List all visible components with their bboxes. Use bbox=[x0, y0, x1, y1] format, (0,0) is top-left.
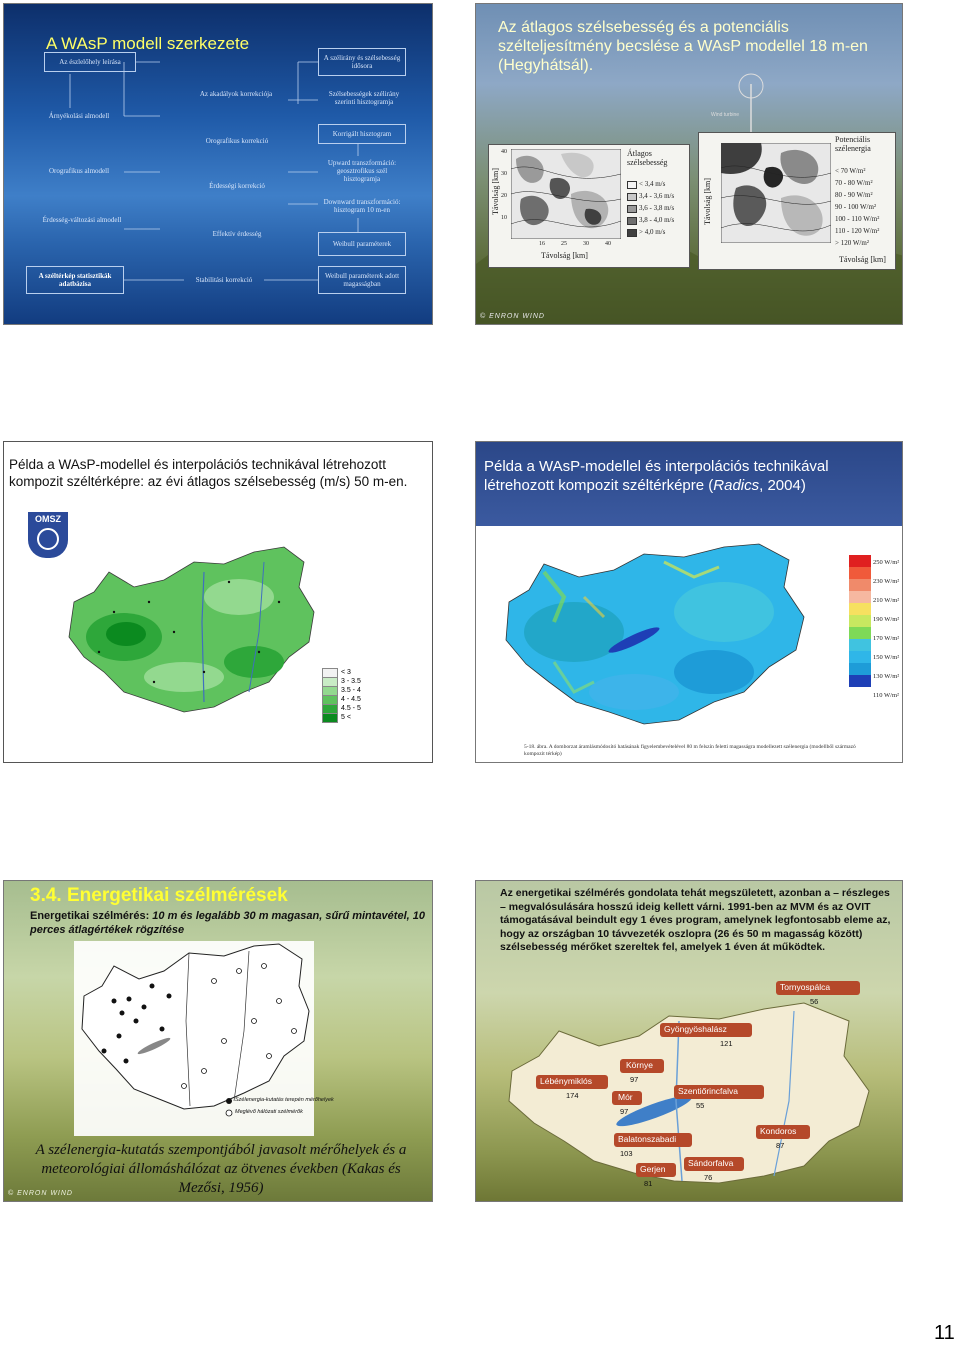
site-value: 55 bbox=[696, 1101, 705, 1110]
slide-title: A WAsP modell szerkezete bbox=[46, 34, 250, 53]
legend-title: Potenciális szélenergia bbox=[835, 135, 871, 153]
site-name: Kondoros bbox=[760, 1126, 797, 1136]
label-orographic-model: Orografikus almodell bbox=[48, 167, 110, 175]
x-tick-1: 16 bbox=[539, 241, 545, 247]
site-name: Balatonszabadi bbox=[618, 1134, 677, 1144]
x-axis-label: Távolság [km] bbox=[839, 255, 886, 264]
title-year: , 2004) bbox=[759, 477, 806, 494]
scale-step bbox=[849, 615, 871, 627]
site-name: Gerjen bbox=[640, 1164, 666, 1174]
site-value: 174 bbox=[566, 1091, 579, 1100]
scale-label: 190 W/m² bbox=[873, 616, 900, 623]
page-number: 11 bbox=[934, 1322, 955, 1344]
label-roughness-model: Érdesség-változási almodell bbox=[42, 216, 122, 224]
slide-title: 3.4. Energetikai szélmérések bbox=[30, 885, 288, 906]
legend-research-sites: Szélenergia-kutatás terepén mérőhelyek bbox=[235, 1097, 334, 1103]
legend-swatch-2 bbox=[627, 193, 637, 201]
site-value: 97 bbox=[620, 1107, 629, 1116]
legend-label: 4 - 4.5 bbox=[341, 696, 361, 703]
x-tick-3: 30 bbox=[583, 241, 589, 247]
legend-item-4: 3,8 - 4,0 m/s bbox=[639, 216, 675, 224]
legend-swatch-3 bbox=[627, 205, 637, 213]
site-value: 121 bbox=[720, 1039, 733, 1048]
slide-title: Az átlagos szélsebesség és a potenciális szélteljesítmény becslése a WAsP modellel 18 m-en (Hegyhátsál). bbox=[498, 19, 868, 74]
slide-composite-speed-map bbox=[3, 441, 433, 763]
legend-item-2: 70 - 80 W/m² bbox=[835, 179, 873, 187]
y-tick-1: 40 bbox=[501, 149, 507, 155]
scale-step bbox=[849, 639, 871, 651]
y-axis-label: Távolság [km] bbox=[491, 168, 500, 215]
map-caption: A szélenergia-kutatás szempontjából javasolt mérőhelyek és a meteorológiai állomáshálózat az ötvenes években (Kakas és Mezősi, 1956) bbox=[35, 1142, 407, 1196]
label-speed-histogram: Szélsebességek szélirány szerinti hisztogramja bbox=[328, 90, 400, 107]
scale-step bbox=[849, 603, 871, 615]
figure-caption: 5-18. ábra. A domborzat áramlásmódosító hatásának figyelembevételével 80 m felszín feletti magasságra modellezett szélenergia (modellből származó kompozit térkép) bbox=[524, 744, 856, 757]
label-shelter-model: Árnyékolási almodell bbox=[48, 112, 110, 120]
subtitle-lead: Energetikai szélmérés: bbox=[30, 910, 153, 922]
site-name: Sándorfalva bbox=[688, 1158, 734, 1168]
program-description: Az energetikai szélmérés gondolata tehát megszületett, azonban a – részleges – megvalósulására hosszú ideig kellett várni. 1991-ben az MVM és az OVIT támogatásával beindult egy 1 éves program, amelynek legfontosabb eleme az, hogy az országban 10 távvezeték oszlopra (26 és 50 m magasság között) szélsebesség mérőket szereltek fel, amelyek 1 éven át működtek. bbox=[500, 887, 891, 953]
legend-item-7: > 120 W/m² bbox=[835, 239, 869, 247]
site-name: Mór bbox=[618, 1092, 633, 1102]
slide-composite-energy-map bbox=[475, 441, 903, 763]
site-value: 81 bbox=[644, 1179, 653, 1188]
potential-energy-map bbox=[698, 132, 896, 270]
site-name: Gyöngyöshalász bbox=[664, 1024, 727, 1034]
site-value: 87 bbox=[776, 1141, 785, 1150]
legend-label: 3.5 - 4 bbox=[341, 687, 361, 694]
contour-plot-energy bbox=[721, 143, 831, 243]
legend-item-4: 90 - 100 W/m² bbox=[835, 203, 877, 211]
scale-label: 250 W/m² bbox=[873, 559, 900, 566]
site-value: 97 bbox=[630, 1075, 639, 1084]
legend-swatch-1 bbox=[627, 181, 637, 189]
legend-label: 4.5 - 5 bbox=[341, 705, 361, 712]
hungary-energy-map bbox=[494, 542, 844, 732]
y-axis-label: Távolság [km] bbox=[703, 178, 712, 225]
scale-label: 110 W/m² bbox=[873, 692, 899, 699]
legend-title: Átlagos szélsebesség bbox=[627, 149, 668, 167]
omsz-logo-text: OMSZ bbox=[35, 514, 61, 524]
box-upward-transform: Upward transzformáció: geosztrofikus szél hisztogramja bbox=[327, 158, 397, 184]
scale-label: 130 W/m² bbox=[873, 673, 900, 680]
hungary-speed-map bbox=[54, 542, 354, 742]
slide-subtitle bbox=[30, 909, 425, 937]
scale-step bbox=[849, 555, 871, 567]
site-name: Környe bbox=[626, 1060, 653, 1070]
legend-label: < 3 bbox=[341, 669, 351, 676]
contour-plot-speed bbox=[511, 149, 621, 239]
scale-step bbox=[849, 675, 871, 687]
site-value: 56 bbox=[810, 997, 819, 1006]
box-downward-transform: Downward transzformáció: hisztogram 10 m-en bbox=[323, 197, 401, 214]
slide-energy-measurements bbox=[3, 880, 433, 1202]
station-network-map bbox=[74, 941, 314, 1136]
credit-text: © ENRON WIND bbox=[480, 313, 545, 320]
site-name: Szentiőrincfalva bbox=[678, 1086, 739, 1096]
scale-step bbox=[849, 579, 871, 591]
label-roughness-correction: Érdességi korrekció bbox=[209, 182, 265, 190]
label-stability-correction: Stabilitási korrekció bbox=[195, 276, 253, 284]
legend-swatch-5 bbox=[627, 229, 637, 237]
box-weibull-params: Weibull paraméterek bbox=[318, 232, 406, 256]
wind-turbine-caption: Wind turbine bbox=[711, 112, 740, 118]
scale-step bbox=[849, 567, 871, 579]
scale-label: 230 W/m² bbox=[873, 578, 900, 585]
scale-step bbox=[849, 627, 871, 639]
x-axis-label: Távolság [km] bbox=[541, 251, 588, 260]
scale-step bbox=[849, 663, 871, 675]
legend-swatch-4 bbox=[627, 217, 637, 225]
legend-item-1: < 3,4 m/s bbox=[639, 180, 666, 188]
scale-label: 210 W/m² bbox=[873, 597, 900, 604]
slide-hegyhatsal bbox=[475, 3, 903, 325]
y-tick-2: 30 bbox=[501, 171, 507, 177]
x-tick-2: 25 bbox=[561, 241, 567, 247]
label-obstacle-correction: Az akadályok korrekciója bbox=[199, 90, 273, 98]
legend-row bbox=[322, 713, 361, 722]
scale-label: 150 W/m² bbox=[873, 654, 900, 661]
subtitle-detail: 10 m és legalább 30 m magasan, sűrű mintavétel, 10 perces átlagértékek rögzítése bbox=[30, 910, 425, 936]
legend-item-5: 100 - 110 W/m² bbox=[835, 215, 880, 223]
site-value: 103 bbox=[620, 1149, 633, 1158]
legend-item-5: > 4,0 m/s bbox=[639, 228, 666, 236]
legend-item-2: 3,4 - 3,6 m/s bbox=[639, 192, 675, 200]
legend-item-3: 3,6 - 3,8 m/s bbox=[639, 204, 675, 212]
site-name: Tornyospálca bbox=[780, 982, 831, 992]
speed-legend bbox=[322, 668, 361, 722]
slide-wasp-structure bbox=[3, 3, 433, 325]
y-tick-3: 20 bbox=[501, 193, 507, 199]
label-orographic-correction: Orografikus korrekció bbox=[205, 137, 269, 145]
box-wind-timeseries: A szélirány és szélsebesség idősora bbox=[318, 48, 406, 76]
title-part: Példa a WAsP-modellel és interpolációs technikával létrehozott kompozit széltérképre ( bbox=[484, 458, 829, 494]
box-site-description: Az észlelőhely leírása bbox=[44, 52, 136, 72]
box-weibull-height: Weibull paraméterek adott magasságban bbox=[318, 266, 406, 294]
site-name: Lébénymiklós bbox=[540, 1076, 592, 1086]
x-tick-4: 40 bbox=[605, 241, 611, 247]
scale-step bbox=[849, 591, 871, 603]
slide-title: Példa a WAsP-modellel és interpolációs technikával létrehozott kompozit széltérképre: az évi átlagos szélsebesség (m/s) 50 m-en. bbox=[9, 457, 408, 489]
slide-measurement-program bbox=[475, 880, 903, 1202]
box-windmap-database: A széltérkép statisztikák adatbázisa bbox=[26, 266, 124, 294]
legend-filled-dot bbox=[226, 1098, 232, 1104]
y-tick-4: 10 bbox=[501, 215, 507, 221]
legend-hollow-dot bbox=[226, 1110, 232, 1116]
scale-label: 170 W/m² bbox=[873, 635, 900, 642]
scale-step bbox=[849, 651, 871, 663]
legend-network-stations: Meglévő hálózati szélmérők bbox=[235, 1109, 303, 1115]
legend-label: 3 - 3.5 bbox=[341, 678, 361, 685]
label-effective-roughness: Effektív érdesség bbox=[212, 230, 262, 238]
box-corrected-histogram: Korrigált hisztogram bbox=[318, 124, 406, 144]
legend-item-1: < 70 W/m² bbox=[835, 167, 866, 175]
slide-title bbox=[484, 457, 894, 495]
legend-item-3: 80 - 90 W/m² bbox=[835, 191, 873, 199]
title-author: Radics bbox=[713, 477, 760, 494]
energy-color-scale bbox=[849, 555, 871, 687]
site-value: 76 bbox=[704, 1173, 713, 1182]
avg-speed-map bbox=[488, 144, 690, 268]
legend-item-6: 110 - 120 W/m² bbox=[835, 227, 880, 235]
credit-text: © ENRON WIND bbox=[8, 1190, 73, 1197]
legend-label: 5 < bbox=[341, 714, 351, 721]
